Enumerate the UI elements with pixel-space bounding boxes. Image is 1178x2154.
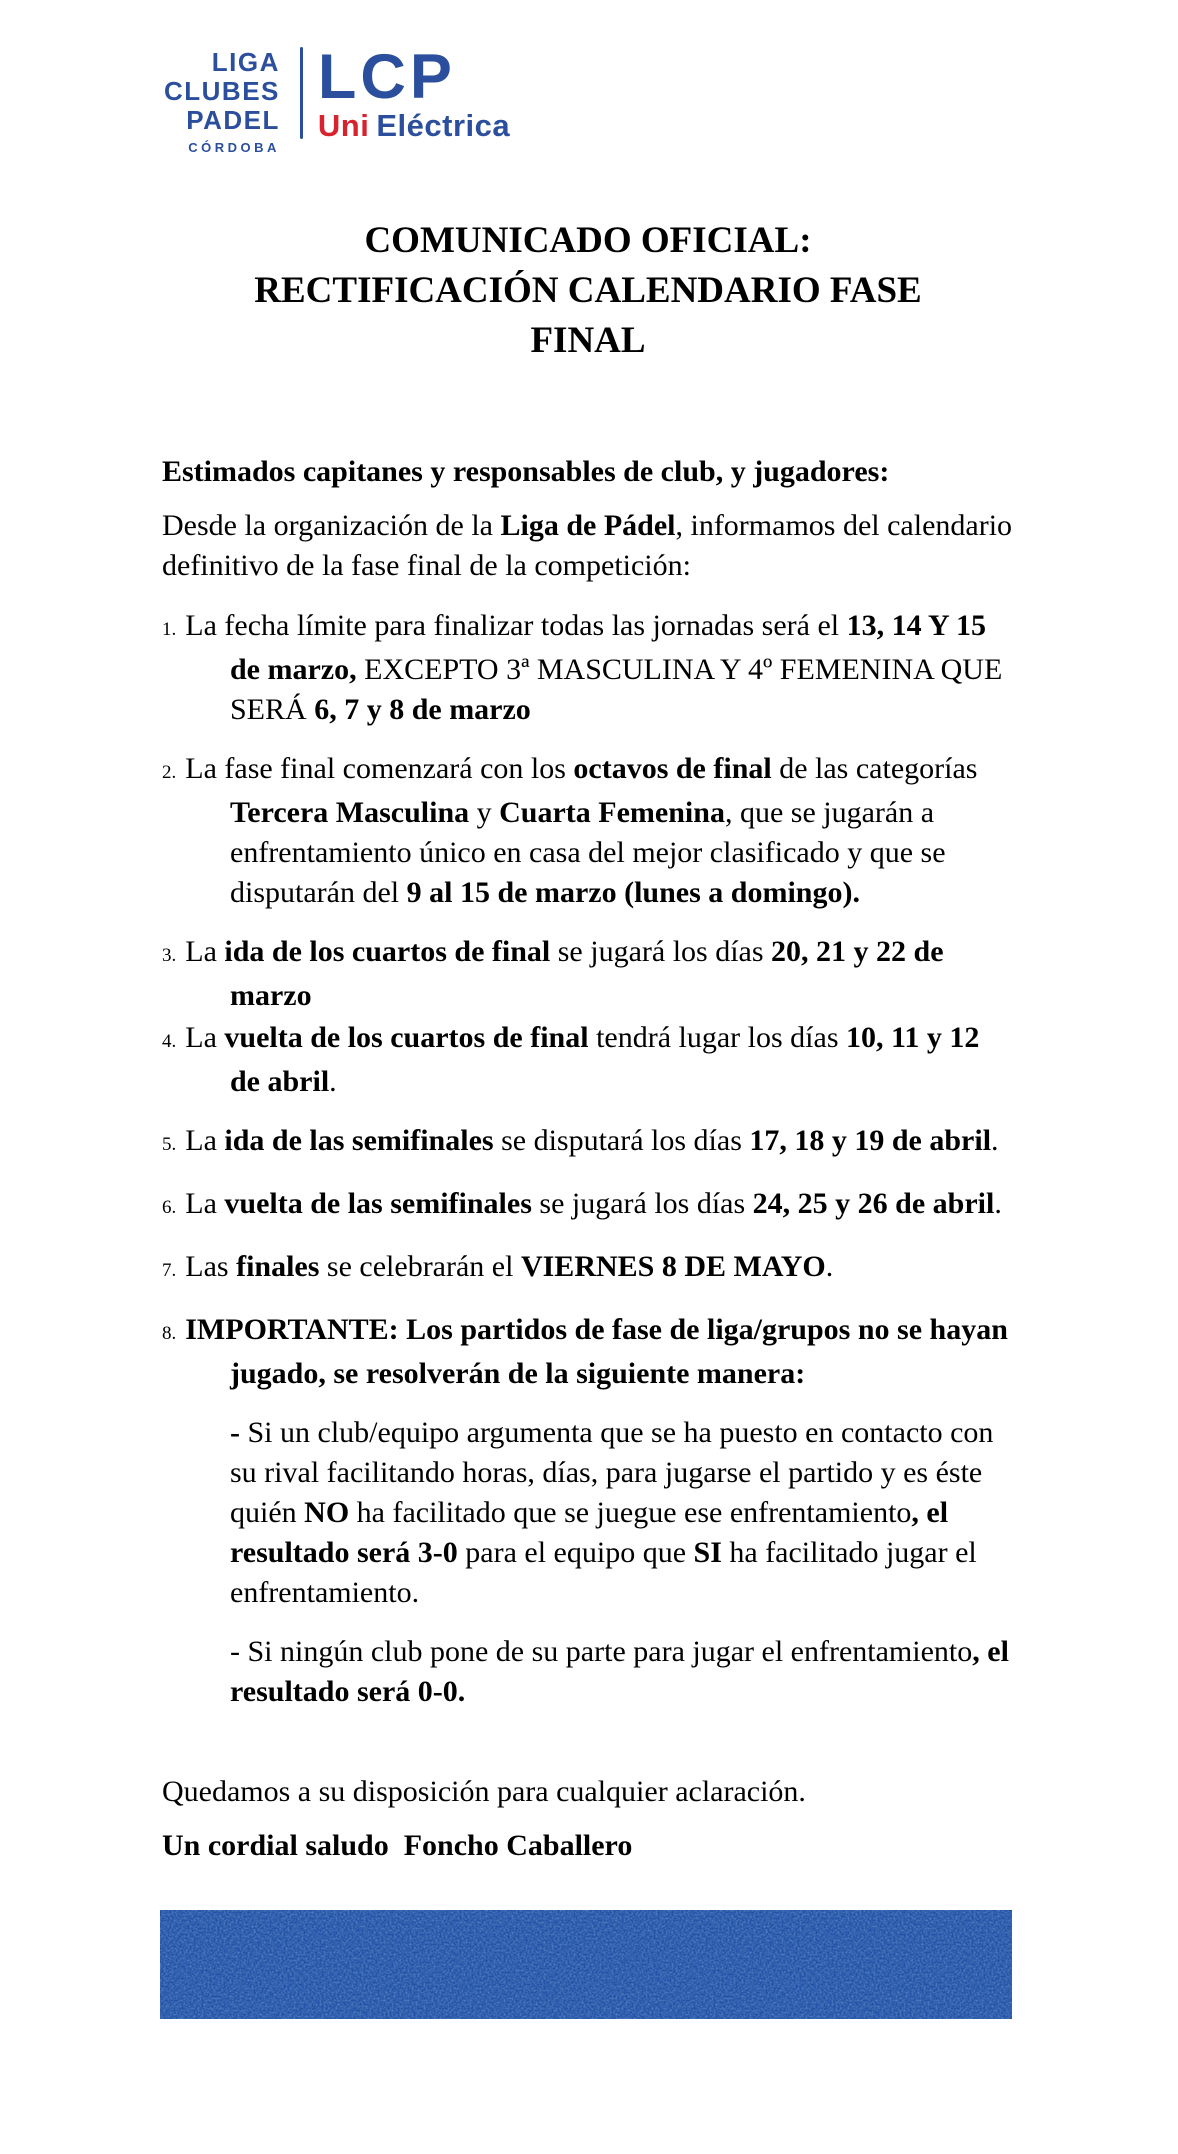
list-item-text: La fase final comenzará con los octavos de final de las categorías Tercera Masculina y Cuarta Femenina, que se jugarán a enfrentamiento único en casa del mejor clasificado y que se disputarán del 9 al 15 de marzo (lunes a domingo). [185, 752, 978, 909]
sub-paragraph-no-facilitado: - Si un club/equipo argumenta que se ha puesto en contacto con su rival facilitando horas, días, para jugarse el partido y es éste quién NO ha facilitado que se juegue ese enfrentamiento, el resultado será 3-0 para el equipo que SI ha facilitado jugar el enfrentamiento. [230, 1416, 994, 1609]
list-item-number: 4. [162, 1031, 177, 1052]
list-item-text: Las finales se celebrarán el VIERNES 8 DE MAYO. [185, 1250, 834, 1283]
list-item-number: 6. [162, 1197, 177, 1218]
brand-header [164, 42, 1014, 155]
electrica-text: Eléctrica [376, 108, 511, 143]
wordmark-line: CLUBES [164, 76, 280, 106]
list-item-5 [162, 1121, 1014, 1165]
list-item-text: IMPORTANTE: Los partidos de fase de liga/grupos no se hayan jugado, se resolverán de la siguiente manera: [185, 1313, 1008, 1390]
list-item-number: 8. [162, 1323, 177, 1344]
intro-paragraph: Desde la organización de la Liga de Pádel, informamos del calendario definitivo de la fase final de la competición: [162, 509, 1013, 582]
list-item-number: 5. [162, 1134, 177, 1155]
unielectrica-label [318, 110, 510, 141]
wordmark-line: LIGA [211, 47, 280, 77]
list-item-number: 1. [162, 619, 177, 640]
document-body [162, 452, 1014, 1866]
blue-texture-image [160, 1910, 1012, 2019]
list-item-number: 3. [162, 945, 177, 966]
page-title [162, 216, 1014, 366]
list-item-text: La ida de las semifinales se disputará los días 17, 18 y 19 de abril. [185, 1124, 999, 1157]
title-line: COMUNICADO OFICIAL: [364, 220, 812, 261]
list-item-text: La ida de los cuartos de final se jugará los días 20, 21 y 22 de marzo [185, 935, 944, 1012]
calendar-list [162, 606, 1014, 1394]
list-item-2 [162, 749, 1014, 913]
list-item-text: La fecha límite para finalizar todas las jornadas será el 13, 14 Y 15 de marzo, EXCEPTO 3ª MASCULINA Y 4º FEMENINA QUE SERÁ 6, 7 y 8 de marzo [185, 609, 1003, 726]
list-item-number: 2. [162, 762, 177, 783]
signature-line: Un cordial saludo Foncho Caballero [162, 1829, 633, 1862]
footer-banner [160, 1910, 1014, 2019]
uni-text: Uni [317, 108, 370, 143]
closing-paragraph: Quedamos a su disposición para cualquier aclaración. [162, 1775, 806, 1808]
sub-paragraph-ningun-club: - Si ningún club pone de su parte para jugar el enfrentamiento, el resultado será 0-0. [230, 1635, 1009, 1708]
salutation: Estimados capitanes y responsables de club, y jugadores: [162, 455, 890, 488]
title-line: FINAL [530, 320, 646, 361]
list-item-text: La vuelta de los cuartos de final tendrá lugar los días 10, 11 y 12 de abril. [185, 1021, 980, 1098]
title-line: RECTIFICACIÓN CALENDARIO FASE [254, 270, 922, 311]
list-item-4 [162, 1018, 1014, 1102]
list-item-3 [162, 932, 1014, 1016]
logo-divider [300, 47, 303, 139]
cordoba-label: CÓRDOBA [188, 140, 280, 155]
list-item-6 [162, 1184, 1014, 1228]
list-item-text: La vuelta de las semifinales se jugará los días 24, 25 y 26 de abril. [185, 1187, 1002, 1220]
list-item-8 [162, 1310, 1014, 1394]
liga-clubes-padel-wordmark [164, 46, 280, 154]
list-item-7 [162, 1247, 1014, 1291]
list-item-number: 7. [162, 1260, 177, 1281]
wordmark-line: PADEL [186, 105, 280, 135]
list-item-1 [162, 606, 1014, 730]
lcp-logo-text: LCP [317, 42, 456, 112]
lcp-unielectrica-wordmark [317, 42, 511, 143]
